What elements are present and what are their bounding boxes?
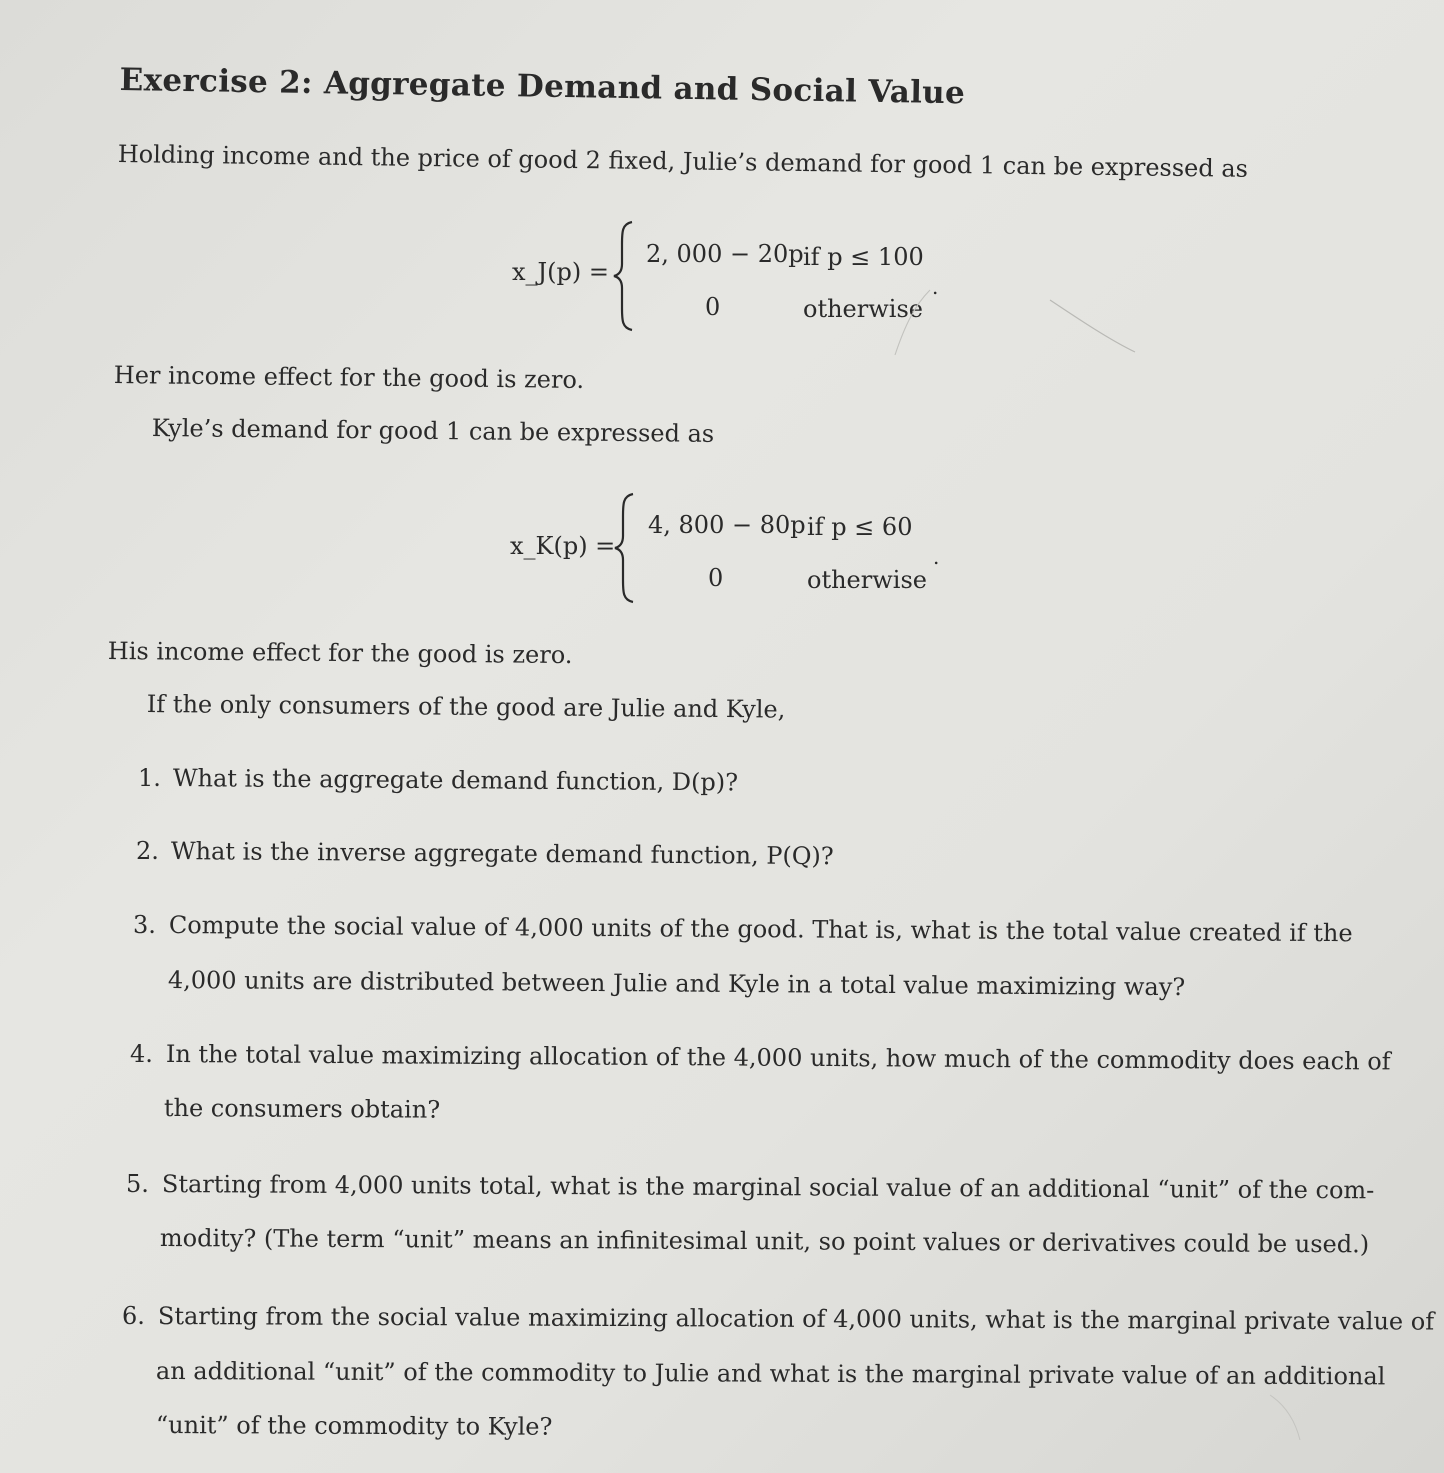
kyle-case2-expr: 0	[708, 564, 724, 592]
question-line: What is the aggregate demand function, D(p)?	[172, 764, 739, 797]
julie-eq-period: .	[932, 275, 939, 299]
exercise-title: Exercise 2: Aggregate Demand and Social Value	[119, 62, 966, 112]
kyle-eq-period: .	[933, 545, 940, 569]
kyle-income-text: His income effect for the good is zero.	[107, 637, 573, 670]
question-number: 4.	[130, 1040, 153, 1068]
kyle-intro-text: Kyle’s demand for good 1 can be expressed as	[151, 414, 715, 448]
julie-case1-expr: 2, 000 − 20p	[646, 240, 804, 268]
kyle-brace	[613, 492, 637, 604]
kyle-case1-expr: 4, 800 − 80p	[648, 511, 806, 539]
julie-eq-lhs: x_J(p) =	[512, 258, 609, 286]
question-number: 2.	[136, 837, 159, 865]
question-line: modity? (The term “unit” means an infinitesimal unit, so point values or derivatives could be used.)	[159, 1224, 1370, 1259]
question-line: an additional “unit” of the commodity to Julie and what is the marginal private value of an additional	[155, 1357, 1386, 1391]
julie-brace	[612, 220, 636, 332]
question-line: the consumers obtain?	[163, 1094, 441, 1124]
question-number: 3.	[133, 911, 156, 939]
question-number: 6.	[122, 1302, 145, 1330]
consumers-text: If the only consumers of the good are Julie and Kyle,	[146, 690, 786, 724]
kyle-eq-lhs: x_K(p) =	[510, 532, 616, 560]
question-line: 4,000 units are distributed between Julie and Kyle in a total value maximizing way?	[167, 966, 1186, 1002]
question-line: “unit” of the commodity to Kyle?	[155, 1411, 553, 1441]
julie-income-text: Her income effect for the good is zero.	[113, 361, 585, 394]
julie-case1-cond: if p ≤ 100	[803, 243, 924, 271]
julie-case2-cond: otherwise	[803, 295, 923, 323]
question-number: 5.	[126, 1170, 149, 1198]
question-line: What is the inverse aggregate demand function, P(Q)?	[170, 837, 834, 871]
question-line: In the total value maximizing allocation of the 4,000 units, how much of the commodity does each of	[165, 1040, 1391, 1076]
intro-text: Holding income and the price of good 2 fixed, Julie’s demand for good 1 can be expressed as	[117, 140, 1249, 183]
question-line: Compute the social value of 4,000 units of the good. That is, what is the total value created if the	[168, 911, 1353, 948]
julie-case2-expr: 0	[705, 293, 721, 321]
question-line: Starting from 4,000 units total, what is the marginal social value of an additional “unit” of the com-	[161, 1170, 1375, 1205]
kyle-case1-cond: if p ≤ 60	[807, 513, 913, 541]
kyle-case2-cond: otherwise	[807, 566, 927, 594]
question-number: 1.	[138, 764, 161, 792]
question-line: Starting from the social value maximizing allocation of 4,000 units, what is the marginal private value of	[157, 1302, 1435, 1336]
